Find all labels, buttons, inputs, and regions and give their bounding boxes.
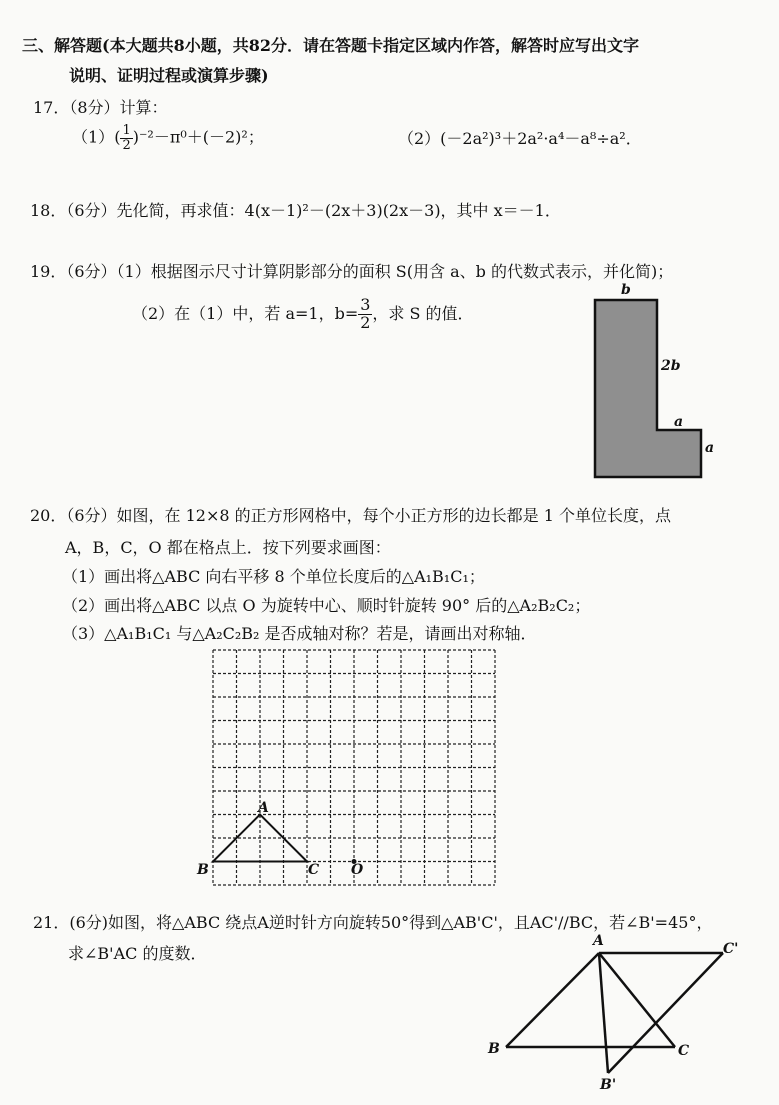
label-top-b: b [621,282,631,298]
point-label-A: A [258,800,269,816]
section-title: 三、解答题(本大题共8小题，共82分．请在答题卡指定区域内作答，解答时应写出文字 [22,36,639,55]
point-label-B: B [197,862,209,878]
vertex-label-B: B [488,1041,500,1057]
point-label-O: O [351,862,364,878]
q21-text: 21．(6分)如图，将△ABC 绕点A逆时针方向旋转50°得到△AB'C'，且AC'//BC，若∠B'=45°， [33,913,713,932]
q20-item1: （1）画出将△ABC 向右平移 8 个单位长度后的△A₁B₁C₁； [62,567,485,586]
q17-header: 17．（8分）计算： [33,98,168,117]
shaded-l-shape [595,300,701,477]
segment-AC [599,953,675,1047]
vertex-label-C: C [678,1043,690,1059]
point-label-C: C [308,862,320,878]
q17-part2: （2）(－2a²)³＋2a²·a⁴－a⁸÷a²． [398,129,642,148]
q20-item3: （3）△A₁B₁C₁ 与△A₂C₂B₂ 是否成轴对称？若是，请画出对称轴． [62,624,537,643]
q20-text-cont: A，B，C，O 都在格点上．按下列要求画图： [65,538,391,557]
q17-part1: （1）( $\frac{1}{2}$ )⁻²－π⁰＋(－2)²； [72,123,264,153]
q21-text-cont: 求∠B'AC 的度数． [68,944,207,963]
label-side-2b: 2b [661,358,681,374]
segment-AB-prime [599,953,608,1073]
rotation-triangle-figure [480,925,750,1100]
vertex-label-C-prime: C' [723,941,739,957]
segment-AB [506,953,599,1047]
q20-text: 20．（6分）如图，在 12×8 的正方形网格中，每个小正方形的边长都是 1 个单位长度，点 [30,506,672,525]
square-grid [195,640,515,900]
q19-figure [585,282,735,482]
q19-part2: （2）在（1）中，若 a=1，b= $\frac{3}{2}$ ，求 S 的值． [132,295,474,332]
label-step-a: a [674,414,684,430]
q19-text: 19．（6分）（1）根据图示尺寸计算阴影部分的面积 S(用含 a、b 的代数式表示，并化简)； [30,262,674,281]
segment-B-prime-C-prime [608,953,723,1073]
q20-figure [195,640,515,900]
vertex-label-A: A [593,933,604,949]
section-title-cont: 说明、证明过程或演算步骤) [69,66,269,85]
vertex-label-B-prime: B' [600,1077,617,1093]
q21-figure [480,925,750,1100]
q18-text: 18．（6分）先化简，再求值：4(x－1)²－(2x＋3)(2x－3)，其中 x＝－1． [30,201,561,220]
q20-item2: （2）画出将△ABC 以点 O 为旋转中心、顺时针旋转 90° 后的△A₂B₂C₂； [62,596,591,615]
label-bottom-a: a [705,440,715,456]
